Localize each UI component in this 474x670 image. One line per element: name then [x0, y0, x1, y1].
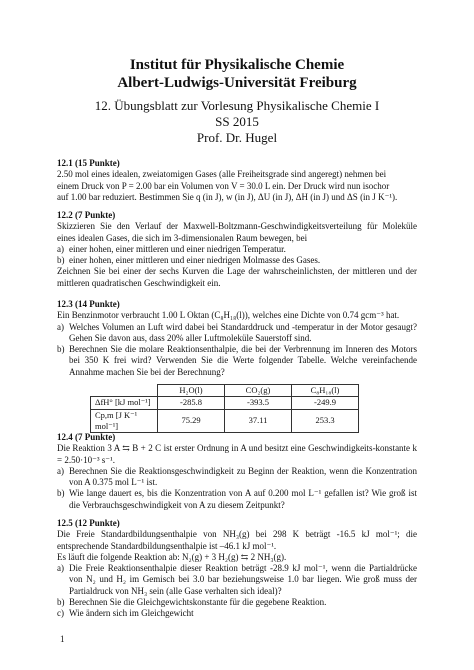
item-label: a): [57, 465, 64, 476]
table-cell: -249.9: [292, 397, 359, 409]
item-label: b): [57, 255, 65, 266]
table-cell: 253.3: [292, 409, 359, 433]
problem-text-line: 2.50 mol eines idealen, zweiatomigen Gases (alle Freiheitsgrade sind angeregt) nehmen bei: [57, 169, 387, 180]
item-text: Berechnen Sie die Gleichgewichtskonstante für die gegebene Reaktion.: [69, 597, 327, 608]
table-row: [91, 397, 359, 409]
item-text: einer hohen, einer mittleren und einer niedrigen Temperatur.: [69, 243, 286, 254]
problem-heading: 12.4 (7 Punkte): [57, 432, 116, 442]
problem-text-line: auf 1.00 bar reduziert. Bestimmen Sie q (in J), w (in J), ΔU (in J), ΔH (in J) und ΔS (in J K⁻¹).: [57, 191, 398, 202]
list-item: [57, 322, 417, 345]
problem-intro: Skizzieren Sie den Verlauf der Maxwell-Boltzmann-Geschwindigkeitsverteilung für Moleküle eines idealen Gases, die sich im 3-dimensionalen Raum bewegen, bei: [57, 221, 417, 243]
item-label: c): [57, 608, 64, 619]
item-text: Welches Volumen an Luft wird dabei bei Standarddruck und -temperatur in der Motor gesaugt? Gehen Sie davon aus, dass 20% aller Luftmoleküle Sauerstoff sind.: [69, 321, 417, 343]
page-number: 1: [60, 634, 65, 644]
problem-heading: 12.3 (14 Punkte): [57, 299, 120, 309]
table-row-label: Cp,m [J K⁻¹ mol⁻¹]: [91, 409, 158, 433]
item-label: b): [57, 597, 65, 608]
problem-intro: Die Reaktion 3 A ⇆ B + 2 C ist erster Ordnung in A und besitzt eine Geschwindigkeits-konstante k = 2.50·10⁻³ s⁻¹.: [57, 443, 417, 465]
table-row-label: ΔfH° [kJ mol⁻¹]: [91, 397, 158, 409]
table-cell: 75.29: [158, 409, 225, 433]
item-label: a): [57, 321, 64, 332]
table-header: H₂O(l): [158, 385, 225, 397]
problem-12-4: [57, 432, 417, 511]
table-corner: [91, 385, 158, 397]
problem-text-line: einem Druck von P = 2.00 bar ein Volumen von V = 30.0 L ein. Der Druck wird nun isochor: [57, 180, 390, 191]
problem-12-2: [57, 210, 417, 289]
thermo-table: [90, 384, 359, 433]
table-cell: -393.5: [225, 397, 292, 409]
item-text: Wie lange dauert es, bis die Konzentration von A auf 0.200 mol L⁻¹ gefallen ist? Wie groß ist die Verbrauchsgeschwindigkeit von A zu diesem Zeitpunkt?: [69, 488, 417, 510]
professor: Prof. Dr. Hugel: [196, 130, 278, 145]
problem-outro: Zeichnen Sie bei einer der sechs Kurven die Lage der wahrscheinlichsten, der mittleren und der mittleren quadratischen Geschwindigkeit ein.: [57, 266, 417, 288]
item-label: b): [57, 344, 65, 355]
list-item: [57, 244, 417, 255]
list-item: [57, 608, 417, 619]
problem-heading: 12.1 (15 Punkte): [57, 158, 120, 168]
table-header-row: [91, 385, 359, 397]
table-header: C₈H₁₈(l): [292, 385, 359, 397]
table-cell: 37.11: [225, 409, 292, 433]
problem-heading: 12.2 (7 Punkte): [57, 210, 116, 220]
problem-intro: Die Freie Standardbildungsenthalpie von NH₃(g) bei 298 K beträgt -16.5 kJ mol⁻¹; die entsprechende Standardbildungsenthalpie ist –46.1 kJ mol⁻¹.: [57, 529, 417, 551]
item-text: Die Freie Reaktionsenthalpie dieser Reaktion beträgt -28.9 kJ mol⁻¹, wenn die Partialdrücke von N₂ und H₂ im Gemisch bei 3.0 bar beziehungsweise 1.0 bar liegen. Wie groß muss der Partialdruck von NH₃ sein (alle Gase verhalten sich ideal)?: [69, 563, 417, 596]
table-cell: -285.8: [158, 397, 225, 409]
list-item: [57, 344, 417, 378]
problem-intro: Ein Benzinmotor verbraucht 1.00 L Oktan (C₈H₁₈(l)), welches eine Dichte von 0.74 gcm⁻³ hat.: [57, 310, 400, 321]
sheet-title: 12. Übungsblatt zur Vorlesung Physikalische Chemie I: [94, 98, 380, 113]
list-item: [57, 597, 417, 608]
institute-title: Institut für Physikalische Chemie: [129, 57, 345, 73]
item-label: a): [57, 243, 64, 254]
list-item: [57, 488, 417, 511]
table-row: [91, 409, 359, 433]
item-text: Berechnen Sie die molare Reaktionsenthalpie, die bei der Verbrennung im Inneren des Motors bei 350 K frei wird? Verwenden Sie die Werte folgender Tabelle. Welche vereinfachende Annahme machen Sie bei der Berechnung?: [69, 344, 417, 377]
problem-reaction: Es läuft die folgende Reaktion ab: N₂(g) + 3 H₂(g) ⇆ 2 NH₃(g).: [57, 551, 287, 562]
problem-12-1: [57, 158, 417, 203]
item-text: Berechnen Sie die Reaktionsgeschwindigkeit zu Beginn der Reaktion, wenn die Konzentration von A 0.375 mol L⁻¹ ist.: [69, 465, 417, 488]
list-item: [57, 466, 417, 489]
problem-12-5: [57, 518, 417, 620]
semester: SS 2015: [215, 114, 259, 129]
item-text: einer hohen, einer mittleren und einer niedrigen Molmasse des Gases.: [69, 255, 321, 266]
problem-12-3: [57, 299, 417, 433]
table-header: CO₂(g): [225, 385, 292, 397]
list-item: [57, 563, 417, 597]
item-label: a): [57, 563, 64, 574]
item-label: b): [57, 488, 65, 499]
item-text: Wie ändern sich im Gleichgewicht: [69, 608, 194, 619]
problem-heading: 12.5 (12 Punkte): [57, 518, 120, 528]
university-title: Albert-Ludwigs-Universität Freiburg: [117, 75, 357, 91]
list-item: [57, 255, 417, 266]
